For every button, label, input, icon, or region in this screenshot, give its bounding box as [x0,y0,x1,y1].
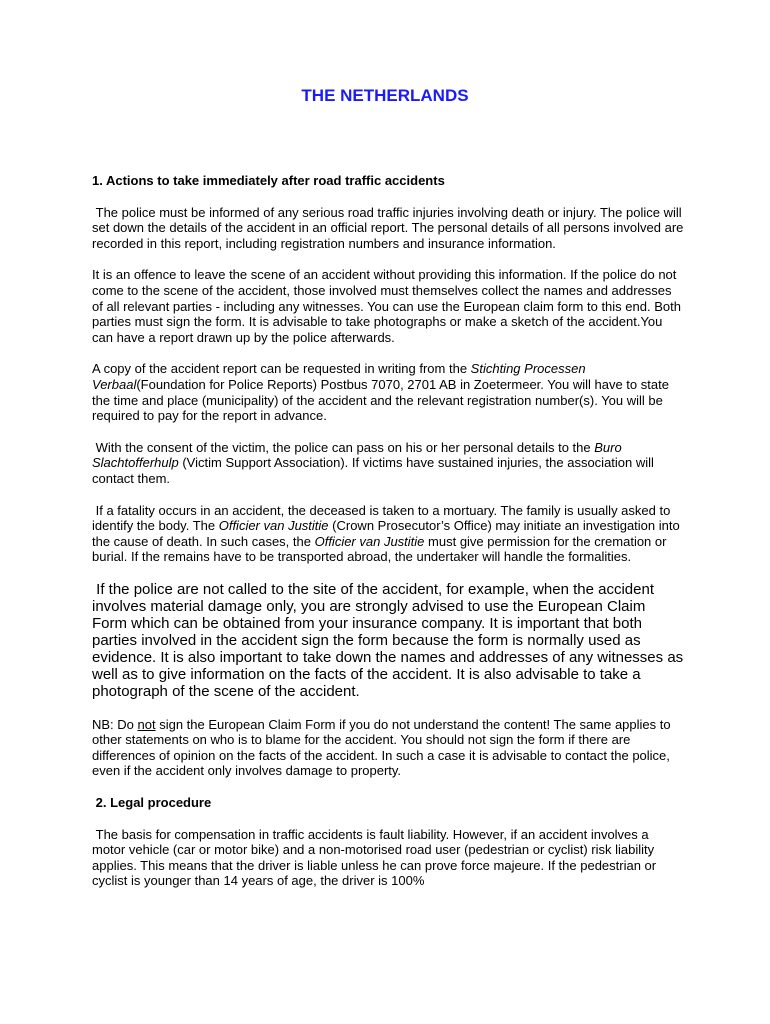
paragraph-nb-warning [92,717,684,779]
prosecutor-name: Officier van Justitie [218,518,329,534]
prosecutor-name: Officier van Justitie [314,533,425,549]
foundation-name: Stichting Processen Verbaal [92,361,586,392]
paragraph-police-report: The police must be informed of any serious road traffic injuries involving death or injury. The police will set down the details of the accident in an official report. The personal details of all persons involved are recorded in this report, including registration numbers and insurance information. [92,204,687,251]
emphasis-not: not [137,716,156,732]
text-run: sign the European Claim Form if you do not understand the content! The same applies to other statements on who is to blame for the accident. You should not sign the form if there are differences of opinion on the facts of the accident. In such a case it is advisable to contact the police, even if the accident only involves damage to property. [92,716,671,779]
text-run: (Victim Support Association). If victims have sustained injuries, the association will contact them. [92,455,658,486]
text-run: must give permission for the cremation or burial. If the remains have to be transported abroad, the undertaker will handle the formalities. [92,533,671,565]
section-2-heading: 2. Legal procedure [92,794,212,810]
text-run: (Crown Prosecutor’s Office) may initiate an investigation into the cause of death. In such cases, the [92,518,684,549]
paragraph-report-copy [92,361,684,423]
page-title: THE NETHERLANDS [301,86,469,105]
association-name: Buro Slachtofferhulp [92,439,626,471]
text-run: With the consent of the victim, the police can pass on his or her personal details to the [92,439,595,455]
paragraph-victim-support [92,440,684,487]
paragraph-claim-form: If the police are not called to the site of the accident, for example, when the accident involves material damage only, you are strongly advised to use the European Claim Form which can be obtained from your insurance company. It is important that both parties involved in the accident sign the form because the form is normally used as evidence. It is also important to take down the names and addresses of any witnesses as well as to give information on the facts of the accident. It is also advisable to take a photograph of the scene of the accident. [92,580,688,701]
text-run: NB: Do [92,716,138,732]
document-body [92,173,688,889]
paragraph-fatality [92,503,684,565]
section-1-heading: 1. Actions to take immediately after road traffic accidents [92,173,445,188]
text-run: (Foundation for Police Reports) Postbus 7070, 2701 AB in Zoetermeer. You will have to state the time and place (municipality) of the accident and the relevant registration number(s). You will be required to pay for the report in advance. [92,376,669,424]
text-run: A copy of the accident report can be requested in writing from the [92,361,471,377]
paragraph-fault-liability: The basis for compensation in traffic accidents is fault liability. However, if an accident involves a motor vehicle (car or motor bike) and a non-motorised road user (pedestrian or cyclist) risk liability applies. This means that the driver is liable unless he can prove force majeure. If the pedestrian or cyclist is younger than 14 years of age, the driver is 100% [92,826,660,889]
text-run: If a fatality occurs in an accident, the deceased is taken to a mortuary. The family is usually asked to identify the body. The [92,502,674,534]
paragraph-offence: It is an offence to leave the scene of an accident without providing this information. If the police do not come to the scene of the accident, those involved must themselves collect the names and addresses of all relevant parties - including any witnesses. You can use the European claim form to this end. Both parties must sign the form. It is advisable to take photographs or make a sketch of the accident.You can have a report drawn up by the police afterwards. [92,267,681,345]
